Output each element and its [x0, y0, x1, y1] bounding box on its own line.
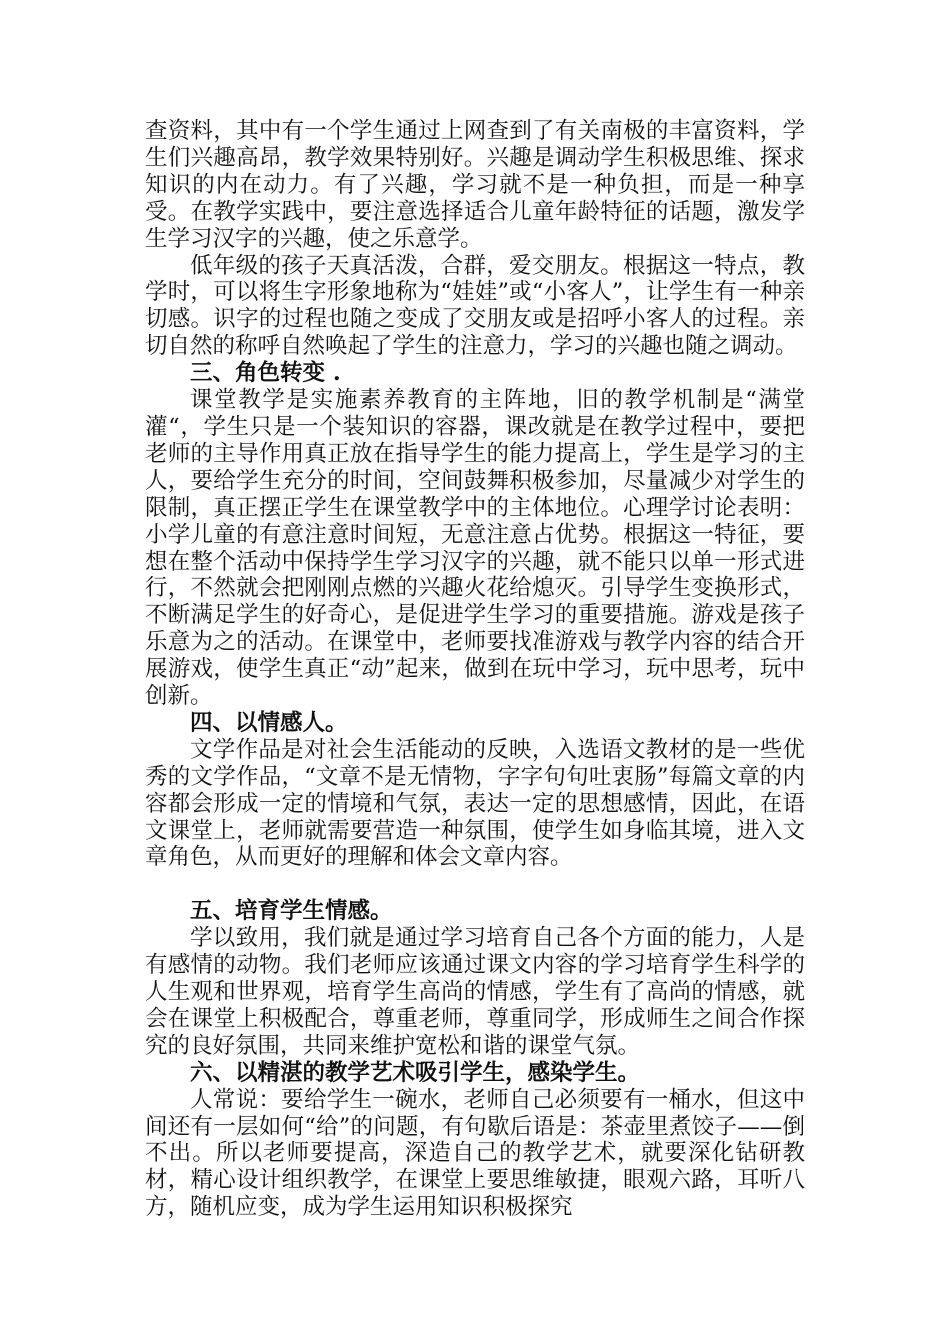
- section-heading-role-change: 三、角色转变 .: [190, 360, 341, 387]
- blank-line: [145, 871, 805, 898]
- paragraph-learning-application: 学以致用，我们就是通过学习培育自己各个方面的能力，人是有感情的动物。我们老师应该通过课文内容的学习培育学生科学的人生观和世界观，培育学生高尚的情感，学生有了高尚的情感，就会在课堂上积极配合，尊重老师，尊重同学，形成师生之间合作探究的良好氛围，共同来维护宽松和谐的课堂气氛。: [145, 925, 805, 1059]
- section-heading-emotion: 四、以情感人。: [190, 709, 348, 736]
- document-body: [145, 118, 805, 1221]
- paragraph-low-grade-children: 低年级的孩子天真活泼，合群，爱交朋友。根据这一特点，教学时，可以将生字形象地称为“娃娃”或“小客人”，让学生有一种亲切感。识字的过程也随之变成了交朋友或是招呼小客人的过程。亲切自然的称呼自然唤起了学生的注意力，学习的兴趣也随之调动。: [145, 252, 805, 360]
- section-heading-cultivate-emotion: 五、培育学生情感。: [190, 898, 393, 925]
- section-heading-teaching-art: 六、以精湛的教学艺术吸引学生，感染学生。: [190, 1059, 641, 1086]
- paragraph-interest-examples: 查资料，其中有一个学生通过上网查到了有关南极的丰富资料，学生们兴趣高昂，教学效果特别好。兴趣是调动学生积极思维、探求知识的内在动力。有了兴趣，学习就不是一种负担，而是一种享受。在教学实践中，要注意选择适合儿童年龄特征的话题，激发学生学习汉字的兴趣，使之乐意学。: [145, 118, 805, 252]
- paragraph-literary-works: 文学作品是对社会生活能动的反映，入选语文教材的是一些优秀的文学作品，“文章不是无情物，字字句句吐衷肠”每篇文章的内容都会形成一定的情境和气氛，表达一定的思想感情，因此，在语文课堂上，老师就需要营造一种氛围，使学生如身临其境，进入文章角色，从而更好的理解和体会文章内容。: [145, 736, 805, 871]
- paragraph-bucket-of-water: 人常说：要给学生一碗水，老师自己必须要有一桶水，但这中间还有一层如何“给”的问题，有句歇后语是：茶壶里煮饺子——倒不出。所以老师要提高，深造自己的教学艺术，就要深化钻研教材，精心设计组织教学，在课堂上要思维敏捷，眼观六路，耳听八方，随机应变，成为学生运用知识积极探究: [145, 1086, 805, 1221]
- paragraph-classroom-teaching: 课堂教学是实施素养教育的主阵地，旧的教学机制是“满堂灌“，学生只是一个装知识的容器，课改就是在教学过程中，要把老师的主导作用真正放在指导学生的能力提高上，学生是学习的主人，要给学生充分的时间，空间鼓舞积极参加，尽量减少对学生的限制，真正摆正学生在课堂教学中的主体地位。心理学讨论表明：小学儿童的有意注意时间短，无意注意占优势。根据这一特征，要想在整个活动中保持学生学习汉字的兴趣，就不能只以单一形式进行，不然就会把刚刚点燃的兴趣火花给熄灭。引导学生变换形式，不断满足学生的好奇心，是促进学生学习的重要措施。游戏是孩子乐意为之的活动。在课堂中，老师要找准游戏与教学内容的结合开展游戏，使学生真正“动”起来，做到在玩中学习，玩中思考，玩中创新。: [145, 387, 805, 710]
